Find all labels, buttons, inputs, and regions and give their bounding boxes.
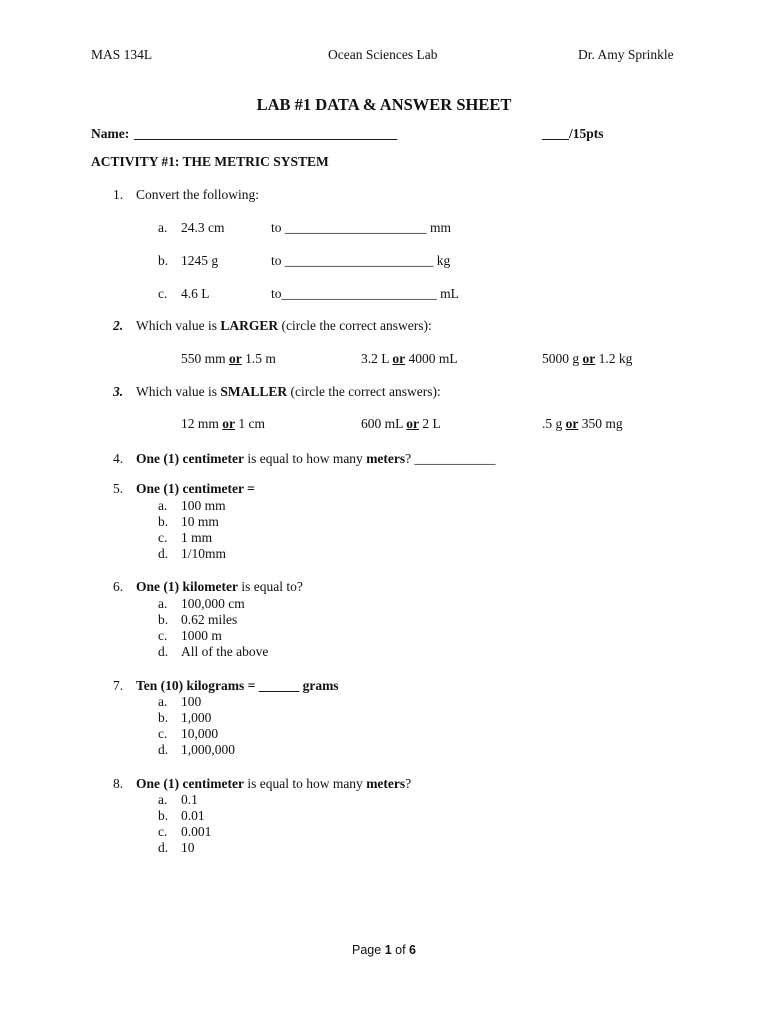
q3-pair-1[interactable]: 12 mm or 1 cm <box>181 416 266 431</box>
q1-text: Convert the following: <box>136 187 259 202</box>
q6-text: One (1) kilometer is equal to? <box>136 579 303 594</box>
q6-option-c[interactable]: c. 1000 m <box>158 628 222 643</box>
q5-option-d[interactable]: d. 1/10mm <box>158 546 227 561</box>
q8-number: 8. <box>113 776 124 791</box>
q1b-letter: b. <box>158 253 169 268</box>
q1c-value: 4.6 L <box>181 286 210 301</box>
q2-text: Which value is LARGER (circle the correct answers): <box>136 318 432 333</box>
q3-pair-3[interactable]: .5 g or 350 mg <box>542 416 623 431</box>
q5-number: 5. <box>113 481 124 496</box>
page-title: LAB #1 DATA & ANSWER SHEET <box>256 95 512 114</box>
q6-option-d[interactable]: d. All of the above <box>158 644 269 659</box>
lab-name: Ocean Sciences Lab <box>328 47 438 62</box>
q1b-value: 1245 g <box>181 253 219 268</box>
instructor-name: Dr. Amy Sprinkle <box>578 47 674 62</box>
q1a-letter: a. <box>158 220 168 235</box>
q8-text: One (1) centimeter is equal to how many meters? <box>136 776 412 791</box>
q7-option-c[interactable]: c. 10,000 <box>158 726 219 741</box>
q4-number: 4. <box>113 451 124 466</box>
q2-pair-3[interactable]: 5000 g or 1.2 kg <box>542 351 633 366</box>
q7-option-a[interactable]: a. 100 <box>158 694 202 709</box>
points-score: ____/15pts <box>542 126 604 141</box>
q3-pair-2[interactable]: 600 mL or 2 L <box>361 416 441 431</box>
activity-heading: ACTIVITY #1: THE METRIC SYSTEM <box>91 154 329 169</box>
q2-number: 2. <box>113 318 124 333</box>
q7-option-b[interactable]: b. 1,000 <box>158 710 212 725</box>
q7-option-d[interactable]: d. 1,000,000 <box>158 742 235 757</box>
q2-pair-2[interactable]: 3.2 L or 4000 mL <box>361 351 458 366</box>
q7-number: 7. <box>113 678 124 693</box>
q3-text: Which value is SMALLER (circle the correct answers): <box>136 384 441 399</box>
q2-pair-1[interactable]: 550 mm or 1.5 m <box>181 351 276 366</box>
q1a-value: 24.3 cm <box>181 220 225 235</box>
q3-number: 3. <box>113 384 124 399</box>
name-blank: _______________________________________ <box>134 126 398 141</box>
q5-option-a[interactable]: a. 100 mm <box>158 498 226 513</box>
q6-option-b[interactable]: b. 0.62 miles <box>158 612 238 627</box>
course-code: MAS 134L <box>91 47 153 62</box>
q8-option-c[interactable]: c. 0.001 <box>158 824 212 839</box>
q1c-answer-blank: to_______________________ mL <box>271 286 459 301</box>
q5-option-b[interactable]: b. 10 mm <box>158 514 219 529</box>
page-number: Page 1 of 6 <box>352 943 416 957</box>
q8-option-b[interactable]: b. 0.01 <box>158 808 205 823</box>
q8-option-d[interactable]: d. 10 <box>158 840 195 855</box>
q1-number: 1. <box>113 187 124 202</box>
q5-text: One (1) centimeter = <box>136 481 255 496</box>
name-label: Name: <box>91 126 130 141</box>
q6-option-a[interactable]: a. 100,000 cm <box>158 596 245 611</box>
q8-option-a[interactable]: a. 0.1 <box>158 792 198 807</box>
q5-option-c[interactable]: c. 1 mm <box>158 530 213 545</box>
q7-text: Ten (10) kilograms = ______ grams <box>136 678 339 693</box>
q6-number: 6. <box>113 579 124 594</box>
q4-text: One (1) centimeter is equal to how many meters? ____________ <box>136 451 496 466</box>
q1a-answer-blank: to _____________________ mm <box>271 220 452 235</box>
q1b-answer-blank: to ______________________ kg <box>271 253 451 268</box>
q1c-letter: c. <box>158 286 168 301</box>
